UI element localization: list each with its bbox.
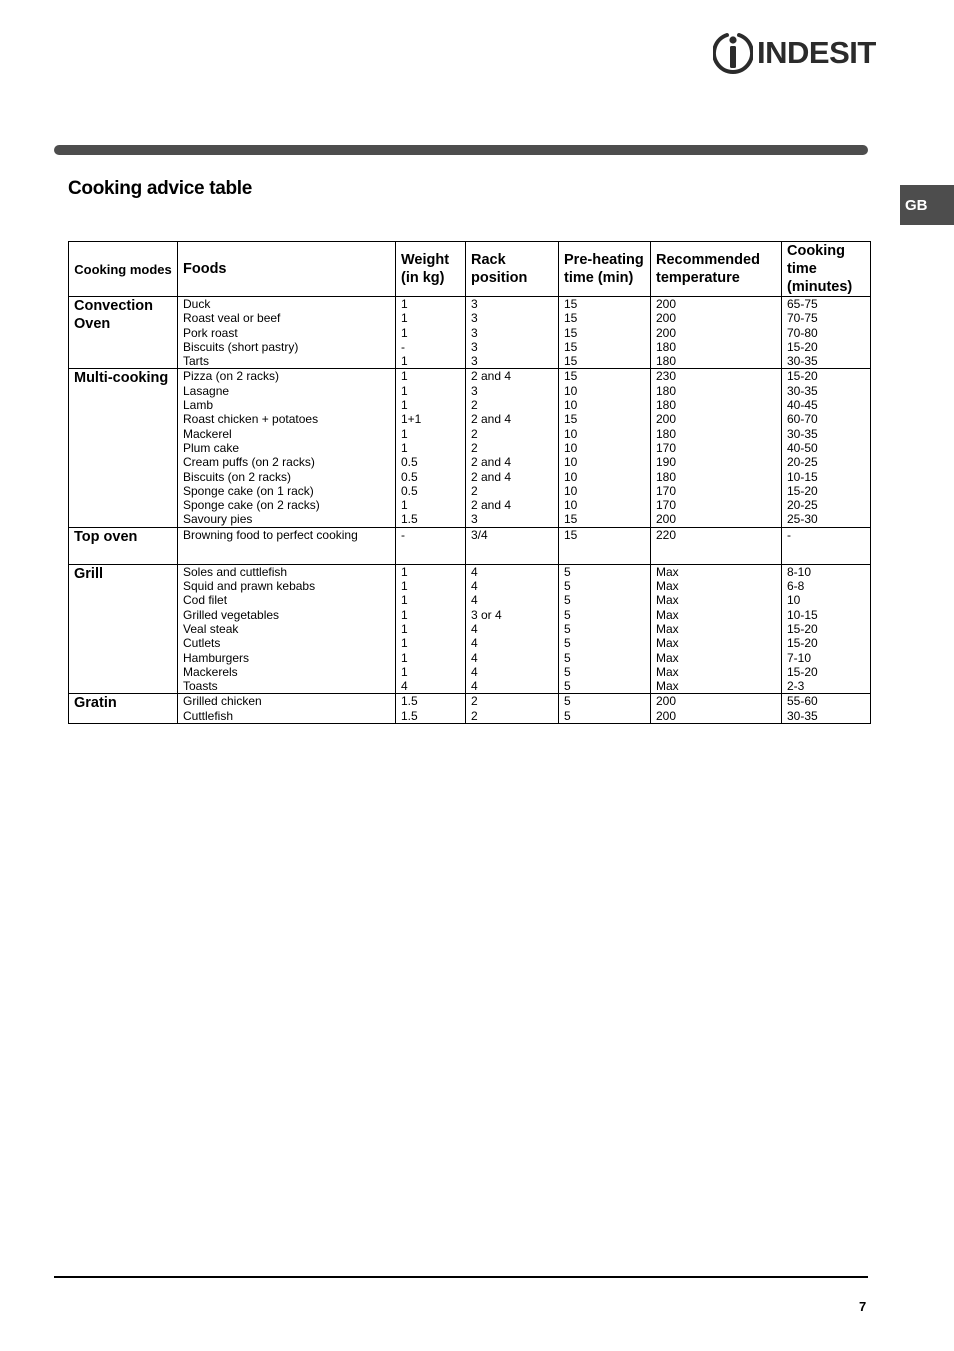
cell-line: 5	[564, 650, 571, 665]
cell-line: Lasagne	[183, 383, 230, 398]
cell-line: 4	[471, 593, 478, 608]
cell-line: Sponge cake (on 2 racks)	[183, 498, 320, 513]
cell-line: 4	[471, 636, 478, 651]
cell-line: 3	[471, 325, 478, 340]
cell-line: 5	[564, 579, 571, 594]
cell-line: 1.5	[401, 694, 418, 709]
cell-line: 200	[656, 512, 677, 527]
cell-line: Biscuits (on 2 racks)	[183, 469, 292, 484]
cell-line: 3	[471, 297, 478, 311]
cell-line: Veal steak	[183, 621, 239, 636]
cell-line: 40-45	[787, 398, 818, 413]
cell-line: Max	[656, 664, 679, 679]
rack-cell	[466, 369, 559, 527]
cell-line: 170	[656, 440, 677, 455]
cell-line: 30-35	[787, 426, 818, 441]
cell-line: 1	[401, 383, 408, 398]
cell-line: 0.5	[401, 483, 418, 498]
cell-line: 1.5	[401, 708, 418, 723]
cell-line: Max	[656, 650, 679, 665]
cell-line: 2 and 4	[471, 455, 512, 470]
cell-line: 200	[656, 708, 677, 723]
cell-line: 3	[471, 383, 478, 398]
temperature-cell	[651, 297, 782, 369]
cell-line: 4	[471, 579, 478, 594]
cell-line: 30-35	[787, 708, 818, 723]
cell-line: Max	[656, 607, 679, 622]
cell-line: 15	[564, 325, 578, 340]
language-tab: GB	[900, 185, 954, 225]
cell-line: 170	[656, 483, 677, 498]
cell-line: 3	[471, 311, 478, 326]
cell-line: 7-10	[787, 650, 812, 665]
cell-line: 200	[656, 412, 677, 427]
cell-line: Duck	[183, 297, 211, 311]
food-cell	[178, 369, 396, 527]
cell-line: 180	[656, 469, 677, 484]
cell-line: 10	[564, 455, 578, 470]
cell-line: 200	[656, 694, 677, 709]
weight-cell	[396, 369, 466, 527]
cell-line: 10	[564, 383, 578, 398]
cell-line: Mackerels	[183, 664, 238, 679]
cell-line: 2-3	[787, 679, 805, 694]
cell-line: Max	[656, 636, 679, 651]
cell-line: 15	[564, 512, 578, 527]
cell-line: 230	[656, 369, 677, 384]
cell-line: 180	[656, 383, 677, 398]
cell-line: Roast chicken + potatoes	[183, 412, 319, 427]
mode-group-row	[69, 694, 871, 724]
cell-line: 15-20	[787, 339, 818, 354]
cell-line: Max	[656, 564, 679, 579]
header-rack-position: Rack position	[466, 242, 559, 297]
mode-group-row	[69, 297, 871, 369]
cell-line: 1	[401, 650, 408, 665]
cell-line: 15	[564, 339, 578, 354]
food-cell	[178, 297, 396, 369]
header-cooking-modes: Cooking modes	[69, 242, 178, 297]
cell-line: 1	[401, 369, 408, 384]
cell-line: 5	[564, 636, 571, 651]
cooking-time-cell: -	[782, 527, 871, 564]
preheat-cell	[559, 564, 651, 694]
cell-line: 180	[656, 354, 677, 369]
cell-line: 1	[401, 636, 408, 651]
cell-line: 10	[564, 483, 578, 498]
cell-line: 15	[564, 354, 578, 369]
cell-line: Cutlets	[183, 636, 221, 651]
header-foods: Foods	[178, 242, 396, 297]
cell-line: 3 or 4	[471, 607, 502, 622]
cell-line: 1	[401, 564, 408, 579]
cell-line: 55-60	[787, 694, 818, 709]
cell-line: Pork roast	[183, 325, 238, 340]
cell-line: 2 and 4	[471, 469, 512, 484]
preheat-cell	[559, 297, 651, 369]
cell-line: 5	[564, 593, 571, 608]
cell-line: 190	[656, 455, 677, 470]
cell-line: 6-8	[787, 579, 805, 594]
cell-line: 1	[401, 398, 408, 413]
food-cell: Browning food to perfect cooking	[178, 527, 396, 564]
cooking-time-cell	[782, 297, 871, 369]
cell-line: 1	[401, 325, 408, 340]
rack-cell	[466, 564, 559, 694]
preheat-cell	[559, 694, 651, 724]
cell-line: 3	[471, 339, 478, 354]
cell-line: 1	[401, 311, 408, 326]
cell-line: 10-15	[787, 607, 818, 622]
temperature-cell	[651, 369, 782, 527]
cooking-time-cell	[782, 369, 871, 527]
cell-line: 0.5	[401, 469, 418, 484]
food-cell	[178, 694, 396, 724]
cell-line: 200	[656, 311, 677, 326]
cell-line: 4	[471, 664, 478, 679]
cell-line: 1	[401, 579, 408, 594]
cell-line: Max	[656, 579, 679, 594]
cell-line: Biscuits (short pastry)	[183, 339, 299, 354]
cell-line: 20-25	[787, 498, 818, 513]
cell-line: Cuttlefish	[183, 708, 234, 723]
cell-line: 4	[471, 679, 478, 694]
cell-line: 5	[564, 564, 571, 579]
cell-line: 10	[564, 440, 578, 455]
footer-rule	[54, 1276, 868, 1278]
cell-line: Cream puffs (on 2 racks)	[183, 455, 315, 470]
mode-group-row	[69, 369, 871, 527]
cell-line: 70-75	[787, 311, 818, 326]
table-header-row	[69, 242, 871, 297]
cell-line: 10	[564, 426, 578, 441]
cell-line: 15	[564, 369, 578, 384]
cell-line: 1	[401, 297, 408, 311]
cell-line: Cod filet	[183, 593, 228, 608]
cell-line: 4	[471, 650, 478, 665]
cooking-mode-cell: Grill	[69, 564, 178, 694]
cell-line: 20-25	[787, 455, 818, 470]
cell-line: 10	[564, 498, 578, 513]
cell-line: 5	[564, 679, 571, 694]
weight-cell	[396, 297, 466, 369]
cell-line: 5	[564, 694, 571, 709]
cell-line: 25-30	[787, 512, 818, 527]
temperature-cell: 220	[651, 527, 782, 564]
header-weight: Weight (in kg)	[396, 242, 466, 297]
food-cell	[178, 564, 396, 694]
cell-line: Roast veal or beef	[183, 311, 281, 326]
cell-line: 10	[564, 469, 578, 484]
cell-line: Tarts	[183, 354, 210, 369]
cell-line: 170	[656, 498, 677, 513]
cell-line: Hamburgers	[183, 650, 250, 665]
cell-line: 10	[787, 593, 801, 608]
cell-line: 15	[564, 412, 578, 427]
cell-line: Toasts	[183, 679, 218, 694]
cell-line: 2	[471, 426, 478, 441]
cell-line: 4	[401, 679, 408, 694]
cell-line: 2	[471, 398, 478, 413]
weight-cell	[396, 694, 466, 724]
mode-group-row	[69, 527, 871, 564]
temperature-cell	[651, 694, 782, 724]
cell-line: 30-35	[787, 383, 818, 398]
cell-line: 15-20	[787, 483, 818, 498]
header-cooking-time: Cooking time (minutes)	[782, 242, 871, 297]
cell-line: 10	[564, 398, 578, 413]
cell-line: 1	[401, 664, 408, 679]
logo-text: INDESIT	[757, 35, 876, 70]
cell-line: 1	[401, 607, 408, 622]
cell-line: Max	[656, 593, 679, 608]
cell-line: 70-80	[787, 325, 818, 340]
cell-line: Max	[656, 679, 679, 694]
cell-line: 15	[564, 297, 578, 311]
preheat-cell	[559, 369, 651, 527]
cell-line: 1	[401, 440, 408, 455]
cell-line: Pizza (on 2 racks)	[183, 369, 280, 384]
cell-line: 1+1	[401, 412, 422, 427]
cooking-mode-cell: Convection Oven	[69, 297, 178, 369]
cell-line: Squid and prawn kebabs	[183, 579, 316, 594]
cell-line: 2	[471, 694, 478, 709]
cell-line: 180	[656, 398, 677, 413]
cell-line: 40-50	[787, 440, 818, 455]
cell-line: 1	[401, 354, 408, 369]
cell-line: 10-15	[787, 469, 818, 484]
cell-line: 15-20	[787, 369, 818, 384]
rack-cell: 3/4	[466, 527, 559, 564]
header-rule	[54, 145, 868, 155]
cell-line: 5	[564, 664, 571, 679]
cell-line: Mackerel	[183, 426, 232, 441]
cell-line: 1.5	[401, 512, 418, 527]
cell-line: 1	[401, 621, 408, 636]
weight-cell	[396, 564, 466, 694]
cell-line: -	[401, 339, 405, 354]
cooking-time-cell	[782, 564, 871, 694]
cell-line: Soles and cuttlefish	[183, 564, 288, 579]
cell-line: Grilled vegetables	[183, 607, 280, 622]
rack-cell	[466, 297, 559, 369]
cell-line: 60-70	[787, 412, 818, 427]
cell-line: 5	[564, 621, 571, 636]
cooking-time-cell	[782, 694, 871, 724]
cell-line: 2	[471, 440, 478, 455]
indesit-logo	[713, 30, 876, 76]
cooking-mode-cell: Top oven	[69, 527, 178, 564]
cell-line: Max	[656, 621, 679, 636]
cell-line: 1	[401, 426, 408, 441]
page-title: Cooking advice table	[68, 178, 253, 199]
cell-line: 4	[471, 564, 478, 579]
cell-line: 15-20	[787, 636, 818, 651]
cell-line: Grilled chicken	[183, 694, 262, 709]
cell-line: 15-20	[787, 664, 818, 679]
cell-line: 5	[564, 708, 571, 723]
preheat-cell: 15	[559, 527, 651, 564]
page-number: 7	[859, 1299, 867, 1314]
cell-line: 200	[656, 325, 677, 340]
cell-line: 1	[401, 593, 408, 608]
cell-line: 15	[564, 311, 578, 326]
cell-line: 65-75	[787, 297, 818, 311]
cell-line: 180	[656, 426, 677, 441]
mode-group-row	[69, 564, 871, 694]
cell-line: 8-10	[787, 564, 812, 579]
cell-line: 5	[564, 607, 571, 622]
cell-line: 200	[656, 297, 677, 311]
rack-cell	[466, 694, 559, 724]
cell-line: 4	[471, 621, 478, 636]
cell-line: 3	[471, 512, 478, 527]
cell-line: Sponge cake (on 1 rack)	[183, 483, 314, 498]
cell-line: 3	[471, 354, 478, 369]
cooking-mode-cell: Multi-cooking	[69, 369, 178, 527]
cell-line: Lamb	[183, 398, 214, 413]
cell-line: 2	[471, 483, 478, 498]
cell-line: 2	[471, 708, 478, 723]
weight-cell: -	[396, 527, 466, 564]
cell-line: 180	[656, 339, 677, 354]
cell-line: 1	[401, 498, 408, 513]
cell-line: Savoury pies	[183, 512, 253, 527]
indesit-logo-icon	[713, 31, 753, 75]
cell-line: 0.5	[401, 455, 418, 470]
cell-line: 2 and 4	[471, 412, 512, 427]
header-preheating-time: Pre-heating time (min)	[559, 242, 651, 297]
cell-line: 2 and 4	[471, 498, 512, 513]
temperature-cell	[651, 564, 782, 694]
cell-line: 2 and 4	[471, 369, 512, 384]
header-recommended-temperature: Recommended temperature	[651, 242, 782, 297]
cell-line: 15-20	[787, 621, 818, 636]
cell-line: Plum cake	[183, 440, 240, 455]
cooking-advice-table	[68, 241, 871, 724]
cell-line: 30-35	[787, 354, 818, 369]
cooking-mode-cell: Gratin	[69, 694, 178, 724]
